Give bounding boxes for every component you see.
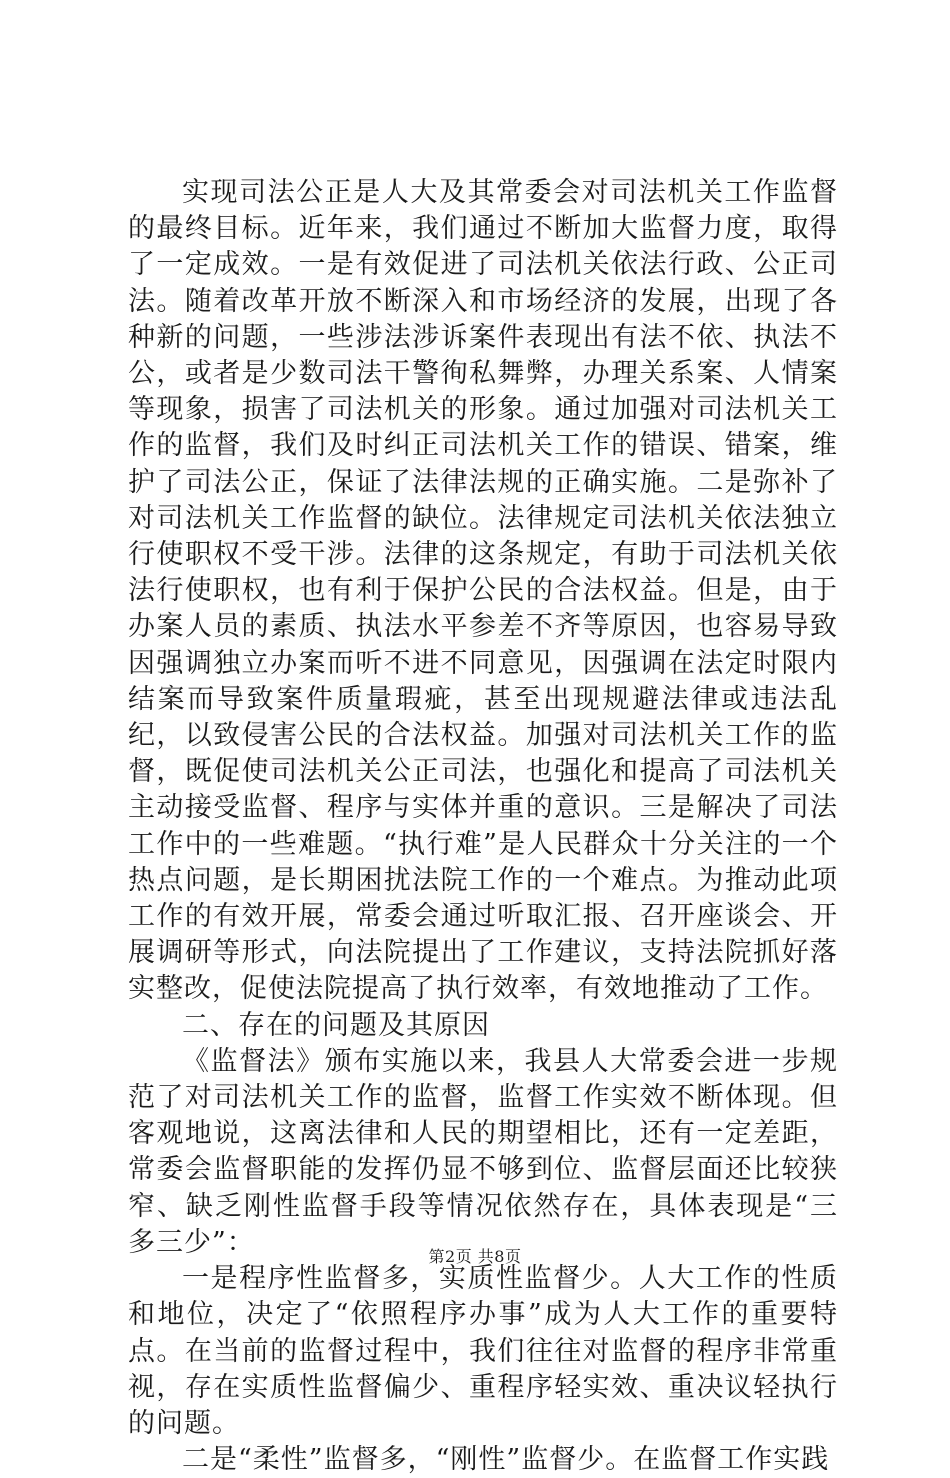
paragraph-soft-supervision: 二是“柔性”监督多，“刚性”监督少。在监督工作实践 (182, 1444, 830, 1476)
section-heading-problems: 二、存在的问题及其原因 (182, 1009, 490, 1041)
paragraph-procedural-supervision: 一是程序性监督多，实质性监督少。人大工作的性质和地位，决定了“依照程序办事”成为人大工作的重要特点。在当前的监督过程中，我们往往对监督的程序非常重视，存在实质性监督偏少、重程序轻实效、重决议轻执行的问题。 (128, 1263, 838, 1439)
paragraph-achievements: 实现司法公正是人大及其常委会对司法机关工作监督的最终目标。近年来，我们通过不断加大监督力度，取得了一定成效。一是有效促进了司法机关依法行政、公正司法。随着改革开放不断深入和市场经济的发展，出现了各种新的问题，一些涉法涉诉案件表现出有法不依、执法不公，或者是少数司法干警徇私舞弊，办理关系案、人情案等现象，损害了司法机关的形象。通过加强对司法机关工作的监督，我们及时纠正司法机关工作的错误、错案，维护了司法公正，保证了法律法规的正确实施。二是弥补了对司法机关工作监督的缺位。法律规定司法机关依法独立行使职权不受干涉。法律的这条规定，有助于司法机关依法行使职权，也有利于保护公民的合法权益。但是，由于办案人员的素质、执法水平参差不齐等原因，也容易导致因强调独立办案而听不进不同意见，因强调在法定时限内结案而导致案件质量瑕疵，甚至出现规避法律或违法乱纪，以致侵害公民的合法权益。加强对司法机关工作的监督，既促使司法机关公正司法，也强化和提高了司法机关主动接受监督、程序与实体并重的意识。三是解决了司法工作中的一些难题。“执行难”是人民群众十分关注的一个热点问题，是长期困扰法院工作的一个难点。为推动此项工作的有效开展，常委会通过听取汇报、召开座谈会、开展调研等形式，向法院提出了工作建议，支持法院抓好落实整改，促使法院提高了执行效率，有效地推动了工作。 (128, 177, 838, 1005)
paragraph-supervision-law: 《监督法》颁布实施以来，我县人大常委会进一步规范了对司法机关工作的监督，监督工作实效不断体现。但客观地说，这离法律和人民的期望相比，还有一定差距，常委会监督职能的发挥仍显不够到位、监督层面还比较狭窄、缺乏刚性监督手段等情况依然存在，具体表现是“三多三少”： (128, 1045, 838, 1258)
document-body (128, 175, 838, 1478)
page-footer: 第2页 共8页 (428, 1247, 522, 1266)
